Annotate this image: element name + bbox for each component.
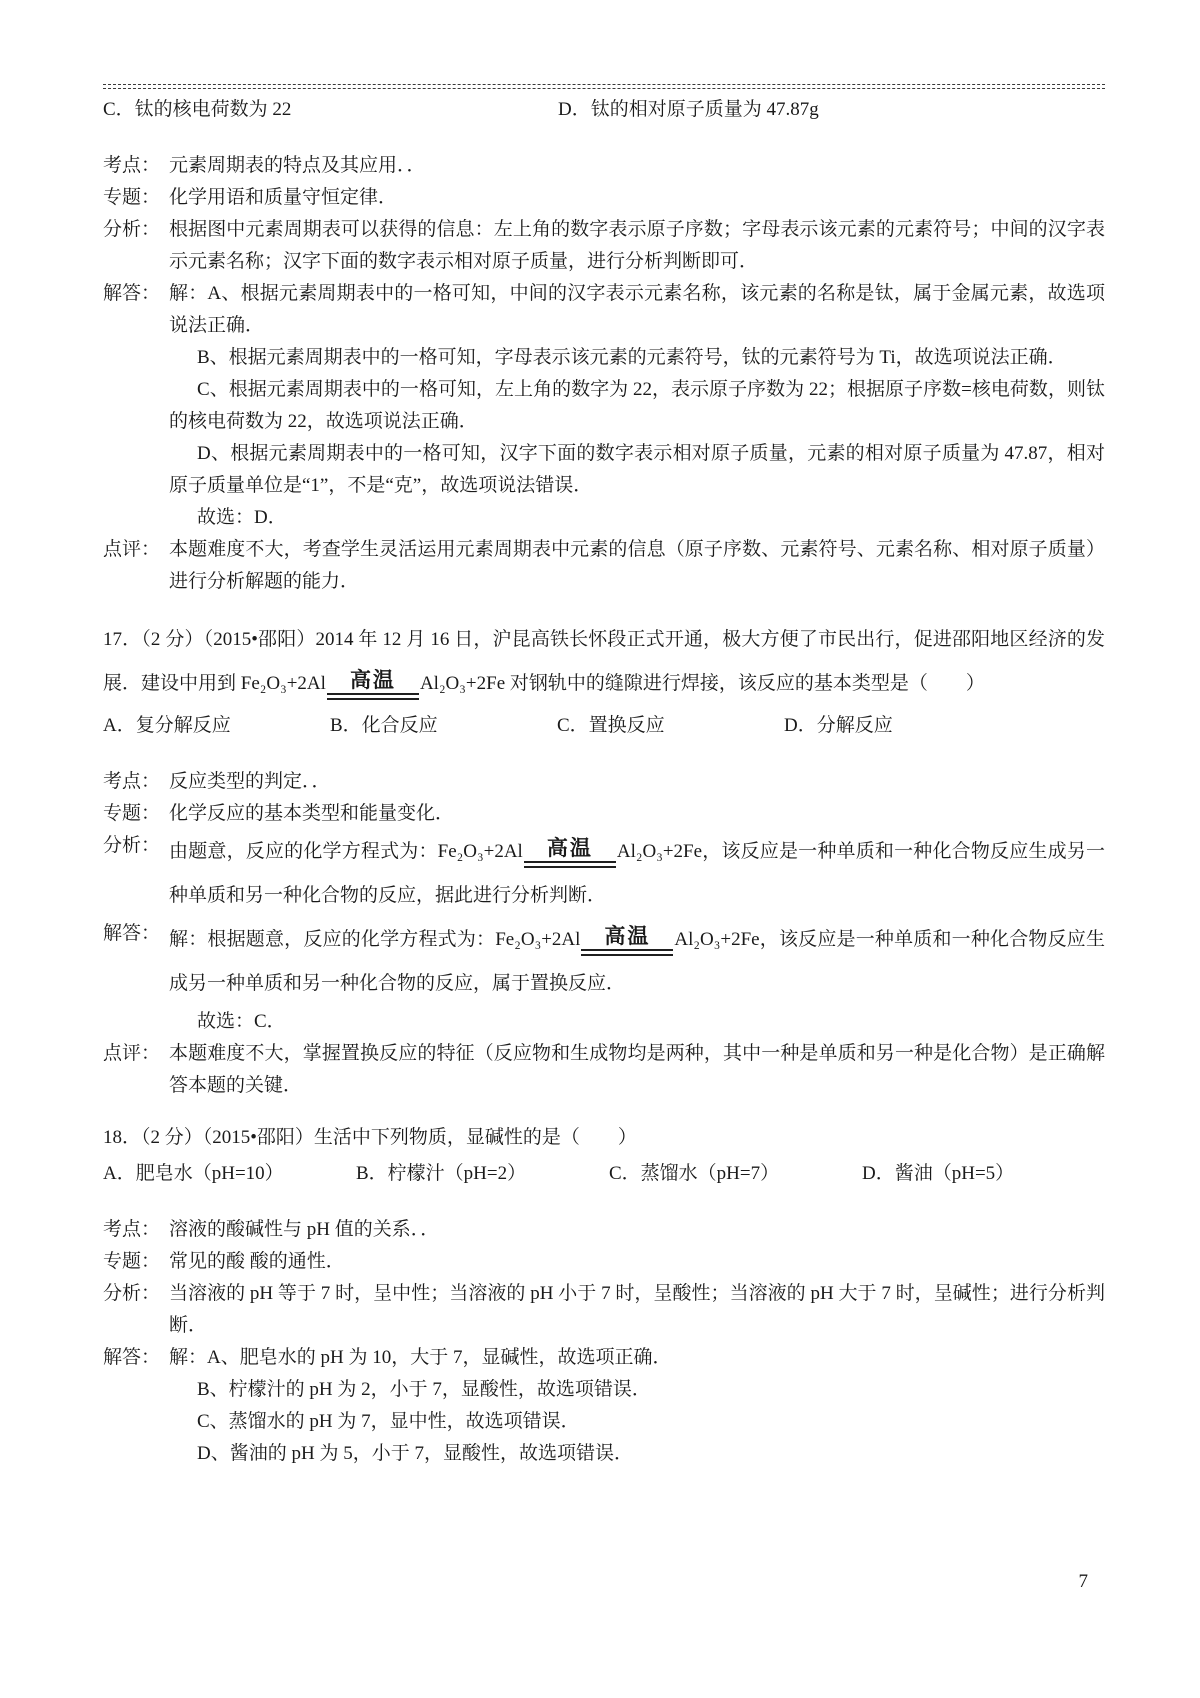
q17-option-d: D．分解反应	[784, 715, 893, 736]
q18-option-d: D．酱油（pH=5）	[862, 1163, 1015, 1184]
q16-dianping-text: 本题难度不大，考查学生灵活运用元素周期表中元素的信息（原子序数、元素符号、元素名称、相对原子质量）进行分析解题的能力．	[169, 539, 1105, 592]
q17-kaodian-text: 反应类型的判定．．	[169, 771, 331, 792]
q18-stem: 18．（2 分）（2015•邵阳）生活中下列物质，显碱性的是（ ）	[103, 1127, 637, 1148]
q17-stem	[103, 618, 1105, 706]
jieda-label: 解答：	[103, 923, 161, 944]
q18-analysis-block	[103, 1214, 1105, 1470]
page-number: 7	[1078, 1571, 1088, 1592]
q16-jieda-b: B、根据元素周期表中的一格可知，字母表示该元素的元素符号，钛的元素符号为 Ti，故选项说法正确．	[197, 347, 1067, 368]
q17-zhuanti-text: 化学反应的基本类型和能量变化．	[169, 803, 455, 824]
q17-jieda-choice: 故选：C．	[197, 1011, 286, 1032]
q18-zhuanti-text: 常见的酸 酸的通性．	[169, 1251, 345, 1272]
q16-jieda-row	[103, 278, 1105, 534]
dianping-label: 点评：	[103, 1043, 161, 1064]
q17-option-b: B．化合反应	[330, 715, 438, 736]
q17-jieda-before: 解：根据题意，反应的化学方程式为：Fe₂O₃+2Al	[169, 929, 581, 950]
zhuanti-label: 专题：	[103, 1251, 161, 1272]
q17-dianping-row	[103, 1038, 1105, 1102]
kaodian-label: 考点：	[103, 771, 161, 792]
equation-double-line	[327, 693, 419, 700]
kaodian-label: 考点：	[103, 1219, 161, 1240]
equation-double-line	[524, 861, 616, 868]
condition-gaowen-text: 高温	[604, 924, 651, 949]
q18-kaodian-text: 溶液的酸碱性与 pH 值的关系．．	[169, 1219, 440, 1240]
q18-jieda-c: C、蒸馏水的 pH 为 7，显中性，故选项错误．	[197, 1411, 580, 1432]
q16-jieda-d: D、根据元素周期表中的一格可知，汉字下面的数字表示相对原子质量，元素的相对原子质量为 47.87，相对原子质量单位是“1”，不是“克”，故选项说法错误．	[169, 443, 1105, 496]
q17-fenxi-before: 由题意，反应的化学方程式为：Fe₂O₃+2Al	[169, 841, 523, 862]
q18-fenxi-text: 当溶液的 pH 等于 7 时，呈中性；当溶液的 pH 小于 7 时，呈酸性；当溶液的 pH 大于 7 时，呈碱性；进行分析判断．	[169, 1283, 1105, 1336]
q16-jieda-choice: 故选：D．	[197, 507, 287, 528]
q17-fenxi-after: Al₂O₃+2Fe，该反应是一种单质和一种化合物反应生成另一种单质和另一种化合物的反应，据此进行分析判断．	[169, 841, 1106, 906]
fenxi-label: 分析：	[103, 1283, 161, 1304]
q16-analysis-block	[103, 150, 1105, 598]
reaction-equation-condition	[327, 669, 419, 700]
q18-option-b: B．柠檬汁（pH=2）	[356, 1163, 527, 1184]
q17-options-row	[103, 710, 1105, 742]
q18-fenxi-row	[103, 1278, 1105, 1342]
equation-double-line	[581, 949, 673, 956]
q16-kaodian-row	[103, 150, 1105, 182]
fenxi-label: 分析：	[103, 835, 161, 856]
dianping-label: 点评：	[103, 539, 161, 560]
q17-jieda-after: Al₂O₃+2Fe，该反应是一种单质和一种化合物反应生成另一种单质和另一种化合物的反应，属于置换反应．	[169, 929, 1105, 994]
page-top-divider	[103, 84, 1105, 89]
q17-fenxi-row	[103, 830, 1105, 918]
q18-jieda-b: B、柠檬汁的 pH 为 2，小于 7，显酸性，故选项错误．	[197, 1379, 651, 1400]
q17-kaodian-row	[103, 766, 1105, 798]
q16-option-d: D．钛的相对原子质量为 47.87g	[558, 99, 819, 120]
q18-jieda-row	[103, 1342, 1105, 1470]
q18-options-row	[103, 1158, 1105, 1190]
q17-option-a: A．复分解反应	[103, 715, 231, 736]
q18-option-c: C．蒸馏水（pH=7）	[609, 1163, 780, 1184]
q16-fenxi-row	[103, 214, 1105, 278]
q16-fenxi-text: 根据图中元素周期表可以获得的信息：左上角的数字表示原子序数；字母表示该元素的元素符号；中间的汉字表示元素名称；汉字下面的数字表示相对原子质量，进行分析判断即可．	[169, 219, 1105, 272]
zhuanti-label: 专题：	[103, 803, 161, 824]
fenxi-label: 分析：	[103, 219, 161, 240]
condition-gaowen-text: 高温	[349, 668, 396, 693]
q16-zhuanti-text: 化学用语和质量守恒定律．	[169, 187, 398, 208]
q18-jieda-d: D、酱油的 pH 为 5，小于 7，显酸性，故选项错误．	[197, 1443, 633, 1464]
reaction-equation-condition	[524, 837, 616, 868]
q17-analysis-block	[103, 766, 1105, 1102]
reaction-equation-condition	[581, 925, 673, 956]
q17-fenxi-text	[169, 830, 1105, 918]
q16-options-row	[103, 94, 1105, 126]
q17-stem-before: 17．（2 分）（2015•邵阳）2014 年 12 月 16 日，沪昆高铁长怀段正式开通，极大方便了市民出行，促进邵阳地区经济的发展．建设中用到 Fe₂O₃+2Al	[103, 629, 1105, 694]
jieda-label: 解答：	[103, 1347, 161, 1368]
q18-kaodian-row	[103, 1214, 1105, 1246]
q16-jieda-a: 解：A、根据元素周期表中的一格可知，中间的汉字表示元素名称，该元素的名称是钛，属于金属元素，故选项说法正确．	[169, 283, 1105, 336]
kaodian-label: 考点：	[103, 155, 161, 176]
zhuanti-label: 专题：	[103, 187, 161, 208]
q16-option-c: C．钛的核电荷数为 22	[103, 99, 292, 120]
q16-dianping-row	[103, 534, 1105, 598]
q18-zhuanti-row	[103, 1246, 1105, 1278]
q17-stem-after: Al₂O₃+2Fe 对钢轨中的缝隙进行焊接，该反应的基本类型是（ ）	[419, 673, 985, 694]
q16-zhuanti-row	[103, 182, 1105, 214]
q17-jieda-row	[103, 918, 1105, 1038]
condition-gaowen-text: 高温	[546, 836, 593, 861]
q17-dianping-text: 本题难度不大，掌握置换反应的特征（反应物和生成物均是两种，其中一种是单质和另一种是化合物）是正确解答本题的关键．	[169, 1043, 1105, 1096]
jieda-label: 解答：	[103, 283, 161, 304]
q16-jieda-c: C、根据元素周期表中的一格可知，左上角的数字为 22，表示原子序数为 22；根据原子序数=核电荷数，则钛的核电荷数为 22，故选项说法正确．	[169, 379, 1105, 432]
q18-jieda-a: 解：A、肥皂水的 pH 为 10，大于 7，显碱性，故选项正确．	[169, 1347, 672, 1368]
q17-jieda-text	[169, 918, 1105, 1006]
q18-option-a: A．肥皂水（pH=10）	[103, 1163, 284, 1184]
q17-option-c: C．置换反应	[557, 715, 665, 736]
q16-kaodian-text: 元素周期表的特点及其应用．．	[169, 155, 426, 176]
q17-zhuanti-row	[103, 798, 1105, 830]
